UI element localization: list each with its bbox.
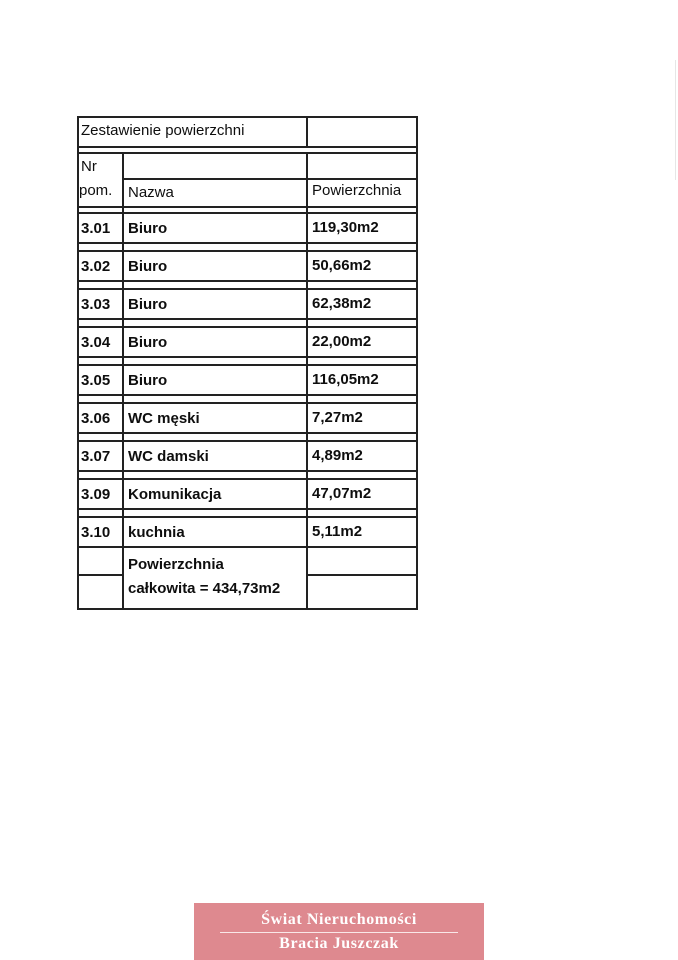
row-area: 50,66m2	[312, 257, 372, 274]
title-column-divider	[306, 116, 308, 146]
row-bottom-rule	[77, 546, 418, 548]
row-bottom-rule	[77, 394, 418, 396]
table-title: Zestawienie powierzchni	[81, 122, 245, 139]
row-number: 3.06	[81, 410, 111, 427]
area-summary-table	[77, 116, 418, 619]
row-name: Komunikacja	[128, 486, 222, 503]
stamp-divider	[220, 932, 458, 933]
title-bottom-rule	[77, 146, 418, 148]
name-column-divider	[306, 152, 308, 608]
row-number: 3.04	[81, 334, 111, 351]
row-number: 3.09	[81, 486, 111, 503]
row-top-rule	[77, 402, 418, 404]
table-bottom-border	[77, 608, 418, 610]
table-top-border	[77, 116, 418, 118]
row-top-rule	[77, 516, 418, 518]
row-area: 5,11m2	[312, 523, 363, 540]
row-area: 47,07m2	[312, 485, 372, 502]
header-nr-line2: pom.	[79, 182, 113, 199]
header-area: Powierzchnia	[312, 182, 402, 199]
row-number: 3.03	[81, 296, 111, 313]
row-area: 119,30m2	[312, 219, 379, 236]
row-name: WC damski	[128, 448, 209, 465]
row-top-rule	[77, 250, 418, 252]
row-bottom-rule	[77, 508, 418, 510]
row-name: Biuro	[128, 296, 168, 313]
header-name: Nazwa	[128, 184, 174, 201]
stamp-company-name: Świat Nieruchomości	[261, 911, 417, 928]
row-number: 3.01	[81, 220, 111, 237]
row-top-rule	[77, 440, 418, 442]
row-name: Biuro	[128, 334, 168, 351]
row-name: kuchnia	[128, 524, 185, 541]
row-top-rule	[77, 478, 418, 480]
total-inner-rule	[306, 574, 418, 576]
total-label-line2: całkowita = 434,73m2	[128, 580, 281, 597]
header-nr-line1: Nr	[81, 158, 97, 175]
company-stamp	[194, 903, 484, 960]
row-number: 3.02	[81, 258, 111, 275]
header-inner-rule	[122, 178, 418, 180]
row-area: 22,00m2	[312, 333, 372, 350]
row-name: Biuro	[128, 220, 168, 237]
table-right-border	[416, 116, 418, 610]
header-top-rule	[77, 152, 418, 154]
stamp-company-owner: Bracia Juszczak	[279, 935, 399, 952]
row-bottom-rule	[77, 356, 418, 358]
row-area: 7,27m2	[312, 409, 363, 426]
row-bottom-rule	[77, 470, 418, 472]
row-number: 3.10	[81, 524, 111, 541]
row-bottom-rule	[77, 242, 418, 244]
row-area: 4,89m2	[312, 447, 363, 464]
total-label-line1: Powierzchnia	[128, 556, 224, 573]
row-bottom-rule	[77, 318, 418, 320]
row-area: 62,38m2	[312, 295, 372, 312]
nr-column-divider	[122, 152, 124, 608]
row-top-rule	[77, 288, 418, 290]
row-area: 116,05m2	[312, 371, 379, 388]
row-top-rule	[77, 364, 418, 366]
row-top-rule	[77, 326, 418, 328]
row-name: Biuro	[128, 258, 168, 275]
row-bottom-rule	[77, 280, 418, 282]
row-bottom-rule	[77, 432, 418, 434]
row-name: Biuro	[128, 372, 168, 389]
scan-edge-mark	[675, 60, 676, 180]
header-bottom-rule	[77, 206, 418, 208]
total-inner-rule	[77, 574, 122, 576]
row-number: 3.05	[81, 372, 111, 389]
row-number: 3.07	[81, 448, 111, 465]
row-top-rule	[77, 212, 418, 214]
row-name: WC męski	[128, 410, 200, 427]
